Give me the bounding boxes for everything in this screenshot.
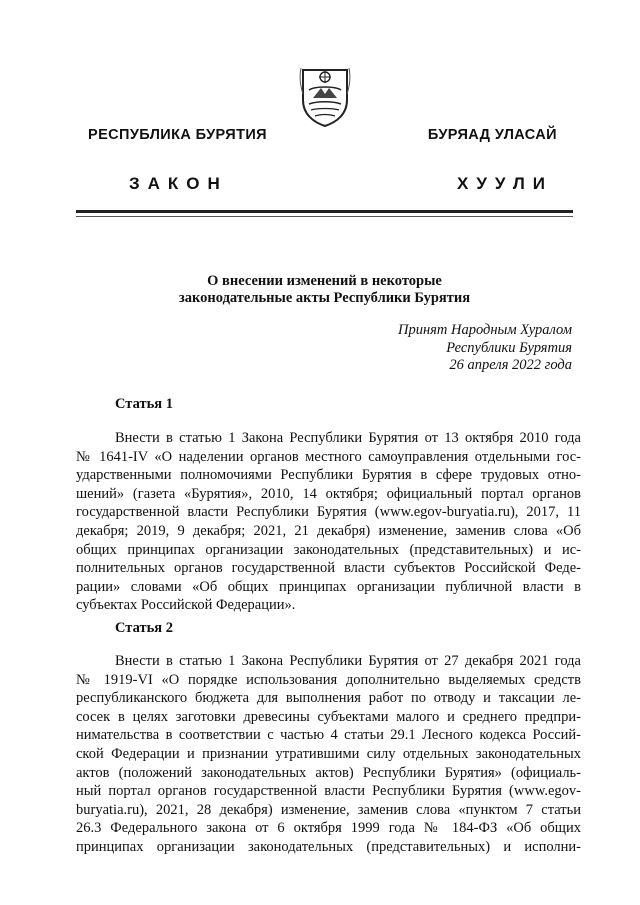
article-1-line: общих принципах организации законодательных (представительных) и ис- [76,541,581,558]
article-2-line: сосек в целях заготовки древесины субъектами малого и среднего предпри- [76,708,581,725]
article-1-line: государственной власти Республики Бурятия (www.egov-buryatia.ru), 2017, 11 [76,504,581,521]
adoption-line: Республики Бурятия [446,339,572,356]
article-2-line: ской Федерации и признании утратившими силу отдельных законодательных [76,745,581,762]
law-title-line: законодательные акты Республики Бурятия [178,290,471,306]
republic-name-russian: РЕСПУБЛИКА БУРЯТИЯ [88,127,267,143]
law-title-line: О внесении изменений в некоторые [207,273,442,289]
article-1-line: ударственными полномочиями Республики Бурятия в сфере трудовых отно- [76,467,581,484]
article-1-line: декабря; 2019, 9 декабря; 2021, 21 декабря) изменение, заменив слова «Об [76,522,581,539]
article-2-line: buryatia.ru), 2021, 28 декабря) изменение, заменив слова «пунктом 7 статьи [76,801,581,818]
article-2-line: № 1919-VI «О порядке использования дополнительно выделяемых средств [76,671,581,688]
adoption-date: 26 апреля 2022 года [449,357,572,373]
article-2-line: 26.3 Федерального закона от 6 октября 1999 года № 184-ФЗ «Об общих [76,820,581,837]
article-1-line: субъектах Российской Федерации». [76,597,296,614]
article-2-heading: Статья 2 [115,620,173,636]
header-divider-thin [76,216,573,217]
article-2-line: принципах организации законодательных (представительных) и исполни- [76,838,581,855]
header-divider-thick [76,210,573,213]
law-label-buryat: ХУУЛИ [457,174,553,193]
law-title [76,273,573,307]
coat-of-arms-emblem [299,64,351,128]
republic-name-buryat: БУРЯАД УЛАСАЙ [427,127,557,143]
article-1-line: № 1641-IV «О наделении органов местного самоуправления отдельными гос- [76,448,581,465]
article-2-line: Внести в статью 1 Закона Республики Бурятия от 27 декабря 2021 года [115,653,581,669]
article-1-line: полнительных органов государственной власти субъектов Российской Феде- [76,560,581,577]
article-1-line: шений» (газета «Бурятия», 2010, 14 октября; официальный портал органов [76,485,581,502]
article-1-text [76,429,581,615]
adoption-line: Принят Народным Хуралом [397,322,572,338]
article-1-line: рации» словами «Об общих принципах организации публичной власти в [76,578,581,595]
article-2-text [76,652,581,857]
article-2-line: нимательства в соответствии с частью 4 статьи 29.1 Лесного кодекса Россий- [76,727,581,744]
article-2-line: республиканского бюджета для выполнения работ по отводу и таксации ле- [76,690,581,707]
adoption-note [398,322,572,375]
law-label-russian: ЗАКОН [129,174,228,193]
article-2-line: актов (положений законодательных актов) Республики Бурятия» (официаль- [76,764,581,781]
article-1-heading: Статья 1 [115,396,173,412]
article-2-line: ный портал органов государственной власти Республики Бурятия (www.egov- [76,783,581,800]
article-1-line: Внести в статью 1 Закона Республики Бурятия от 13 октября 2010 года [115,430,581,446]
